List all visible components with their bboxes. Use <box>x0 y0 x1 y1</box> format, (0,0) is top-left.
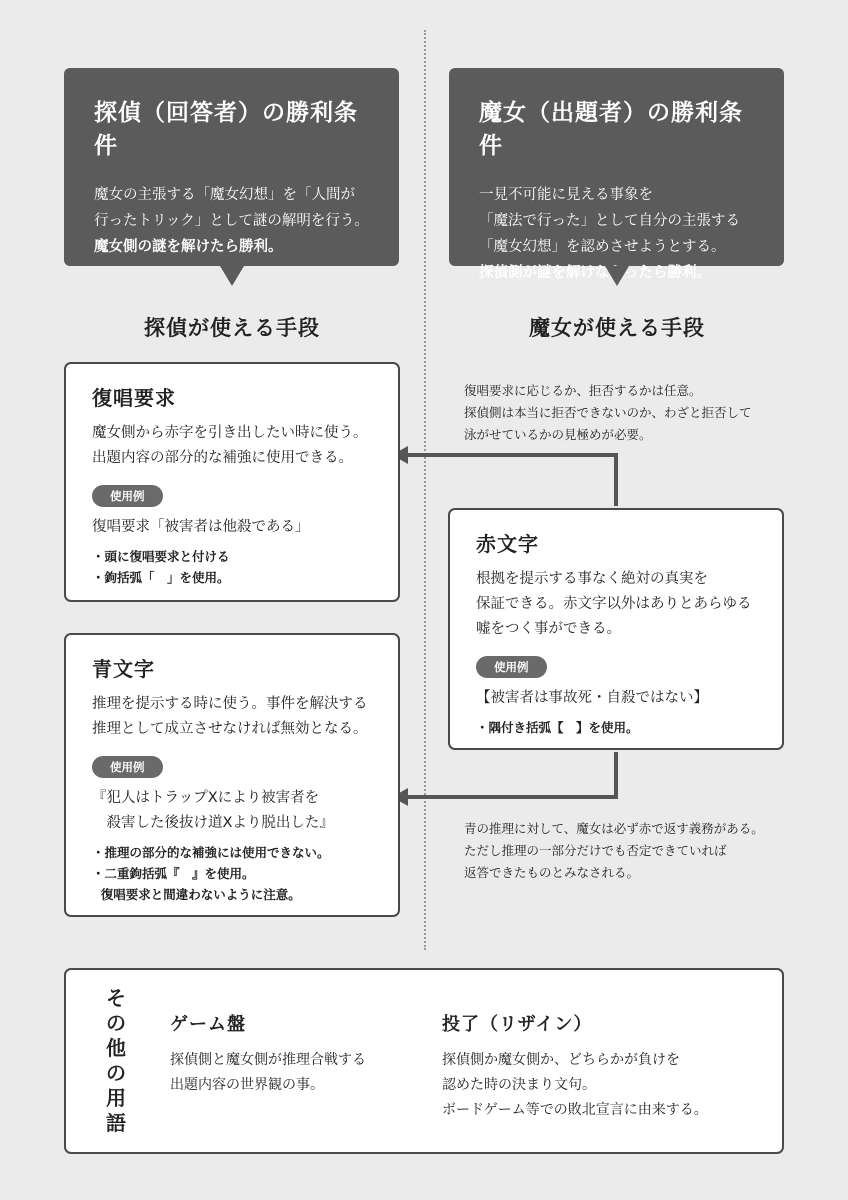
witch-win-line: 「魔法で行った」として自分の主張する <box>479 213 740 229</box>
akamoji-note: ・隅付き括弧【 】を使用。 <box>476 720 639 735</box>
witch-note-aomoji <box>464 818 764 884</box>
witch-note-line: 青の推理に対して、魔女は必ず赤で返す義務がある。 <box>464 821 764 836</box>
detective-win-strong: 魔女側の謎を解けたら勝利。 <box>94 239 283 255</box>
witch-note-line: 探偵側は本当に拒否できないのか、わざと拒否して <box>464 405 752 420</box>
term-resign <box>442 1010 708 1123</box>
term-line: ボードゲーム等での敗北宣言に由来する。 <box>442 1102 708 1118</box>
heading-char: 用 <box>106 1086 126 1110</box>
heading-char: 他 <box>106 1036 126 1060</box>
aomoji-card <box>64 633 400 917</box>
fukusho-note: ・頭に復唱要求と付ける <box>92 549 230 564</box>
witch-means-title: 魔女が使える手段 <box>529 315 705 340</box>
aomoji-note: ・二重鉤括弧『 』を使用。 <box>92 866 255 881</box>
akamoji-example-badge: 使用例 <box>476 656 547 678</box>
akamoji-line: 保証できる。赤文字以外はありとあらゆる <box>476 596 752 612</box>
detective-win-title: 探偵（回答者）の勝利条件 <box>94 99 358 159</box>
aomoji-note: ・推理の部分的な補強には使用できない。 <box>92 845 330 860</box>
heading-char: 語 <box>106 1111 126 1135</box>
witch-win-title: 魔女（出題者）の勝利条件 <box>479 99 743 159</box>
detective-win-line: 行ったトリック」として謎の解明を行う。 <box>94 213 369 229</box>
term-game-board-title: ゲーム盤 <box>170 1014 246 1035</box>
arrow-akamoji-to-aomoji <box>404 752 616 797</box>
fukusho-note: ・鉤括弧「 」を使用。 <box>92 570 230 585</box>
fukusho-example-badge: 使用例 <box>92 485 163 507</box>
aomoji-example-line: 『犯人はトラップXにより被害者を <box>92 790 320 806</box>
fukusho-line: 魔女側から赤字を引き出したい時に使う。 <box>92 425 368 441</box>
witch-win-line: 「魔女幻想」を認めさせようとする。 <box>479 239 726 255</box>
witch-note-line: 復唱要求に応じるか、拒否するかは任意。 <box>464 383 702 398</box>
term-line: 認めた時の決まり文句。 <box>442 1077 596 1093</box>
witch-note-line: 返答できたものとみなされる。 <box>464 865 640 880</box>
witch-note-line: 泳がせているかの見極めが必要。 <box>464 427 652 442</box>
akamoji-line: 根拠を提示する事なく絶対の真実を <box>476 571 708 587</box>
detective-win-line: 魔女の主張する「魔女幻想」を「人間が <box>94 187 355 203</box>
detective-win-callout <box>64 68 399 266</box>
aomoji-note: 復唱要求と間違わないように注意。 <box>92 887 301 902</box>
fukusho-title: 復唱要求 <box>92 386 176 410</box>
fukusho-card <box>64 362 400 602</box>
aomoji-example-line: 殺害した後抜け道Xより脱出した』 <box>92 815 334 831</box>
akamoji-card <box>448 508 784 750</box>
witch-win-callout <box>449 68 784 281</box>
term-line: 出題内容の世界観の事。 <box>170 1077 324 1093</box>
other-terms-box <box>64 968 784 1154</box>
witch-note-line: ただし推理の一部分だけでも否定できていれば <box>464 843 727 858</box>
akamoji-title: 赤文字 <box>476 532 539 556</box>
aomoji-line: 推理を提示する時に使う。事件を解決する <box>92 696 368 712</box>
aomoji-line: 推理として成立させなければ無効となる。 <box>92 721 368 737</box>
term-game-board <box>170 1010 366 1098</box>
fukusho-example: 復唱要求「被害者は他殺である」 <box>92 519 310 535</box>
fukusho-line: 出題内容の部分的な補強に使用できる。 <box>92 450 353 466</box>
heading-char: の <box>106 1011 126 1035</box>
aomoji-title: 青文字 <box>92 657 155 681</box>
witch-note-fukusho <box>464 380 752 446</box>
term-line: 探偵側か魔女側か、どちらかが負けを <box>442 1052 680 1068</box>
detective-means-title: 探偵が使える手段 <box>144 315 320 340</box>
term-resign-title: 投了（リザイン） <box>442 1014 593 1035</box>
witch-win-line: 一見不可能に見える事象を <box>479 187 653 203</box>
heading-char: の <box>106 1061 126 1085</box>
term-line: 探偵側と魔女側が推理合戦する <box>170 1052 366 1068</box>
arrow-akamoji-to-fukusho <box>404 455 616 506</box>
akamoji-line: 嘘をつく事ができる。 <box>476 621 621 637</box>
witch-win-strong: 探偵側が謎を解けなかったら勝利。 <box>479 265 711 281</box>
heading-char: そ <box>106 986 126 1010</box>
akamoji-example: 【被害者は事故死・自殺ではない】 <box>476 690 708 706</box>
other-terms-heading <box>102 986 130 1136</box>
aomoji-example-badge: 使用例 <box>92 756 163 778</box>
